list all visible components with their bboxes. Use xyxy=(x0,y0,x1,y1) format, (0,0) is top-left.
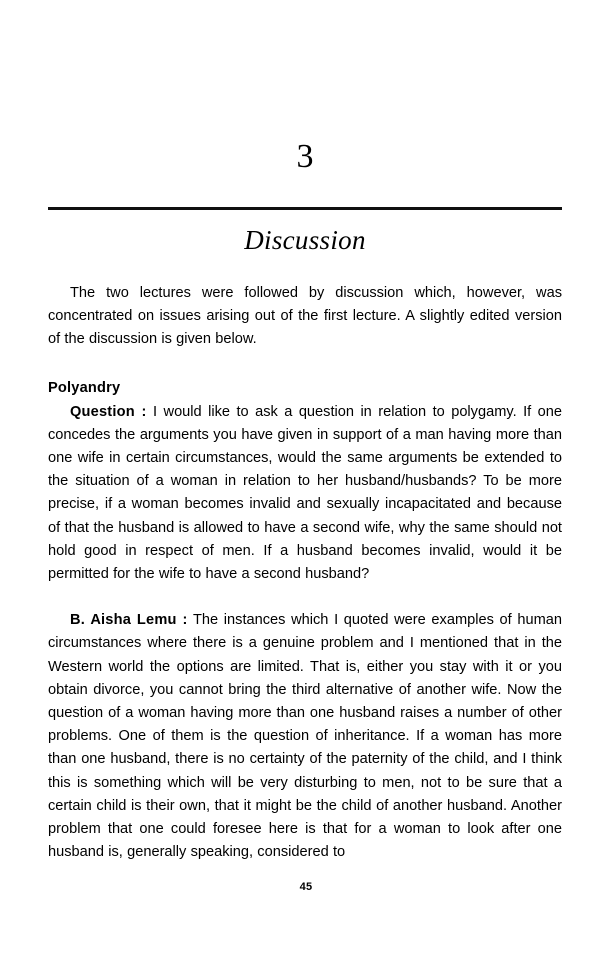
question-speaker-label: Question : xyxy=(70,403,147,420)
question-paragraph xyxy=(48,401,562,587)
section-heading-polyandry: Polyandry xyxy=(48,380,121,397)
answer-text: The instances which I quoted were examples of human circumstances where there is a genuine problem and I mentioned that in the Western world the options are limited. That is, either you stay with it or you obtain divorce, you cannot bring the third alternative of another wife. Now the question of a woman having more than one husband raises a number of other problems. One of them is the question of inheritance. If a woman has more than one husband, there is no certainty of the paternity of the child, and I think this is something which will be very disturbing to men, not to be sure that a certain child is their own, that it might be the child of another husband. Another problem that one could foresee here is that for a woman to look after one husband is, generally speaking, considered to xyxy=(48,612,562,861)
page-number-folio: 45 xyxy=(299,881,313,893)
question-text: I would like to ask a question in relation to polygamy. If one concedes the arguments you have given in support of a man having more than one wife in certain circumstances, would the same arguments be extended to the situation of a woman in relation to her husband/husbands? To be more precise, if a woman becomes invalid and sexually incapacitated and because of that the husband is allowed to have a second wife, why the same should not hold good in respect of men. If a husband becomes invalid, would it be permitted for the wife to have a second husband? xyxy=(48,403,562,582)
chapter-title: Discussion xyxy=(244,225,366,255)
intro-paragraph: The two lectures were followed by discussion which, however, was concentrated on issues arising out of the first lecture. A slightly edited version of the discussion is given below. xyxy=(48,284,562,348)
page-content xyxy=(48,0,562,864)
chapter-number: 3 xyxy=(296,138,314,175)
answer-speaker-label: B. Aisha Lemu : xyxy=(70,612,188,629)
answer-paragraph xyxy=(48,586,562,864)
